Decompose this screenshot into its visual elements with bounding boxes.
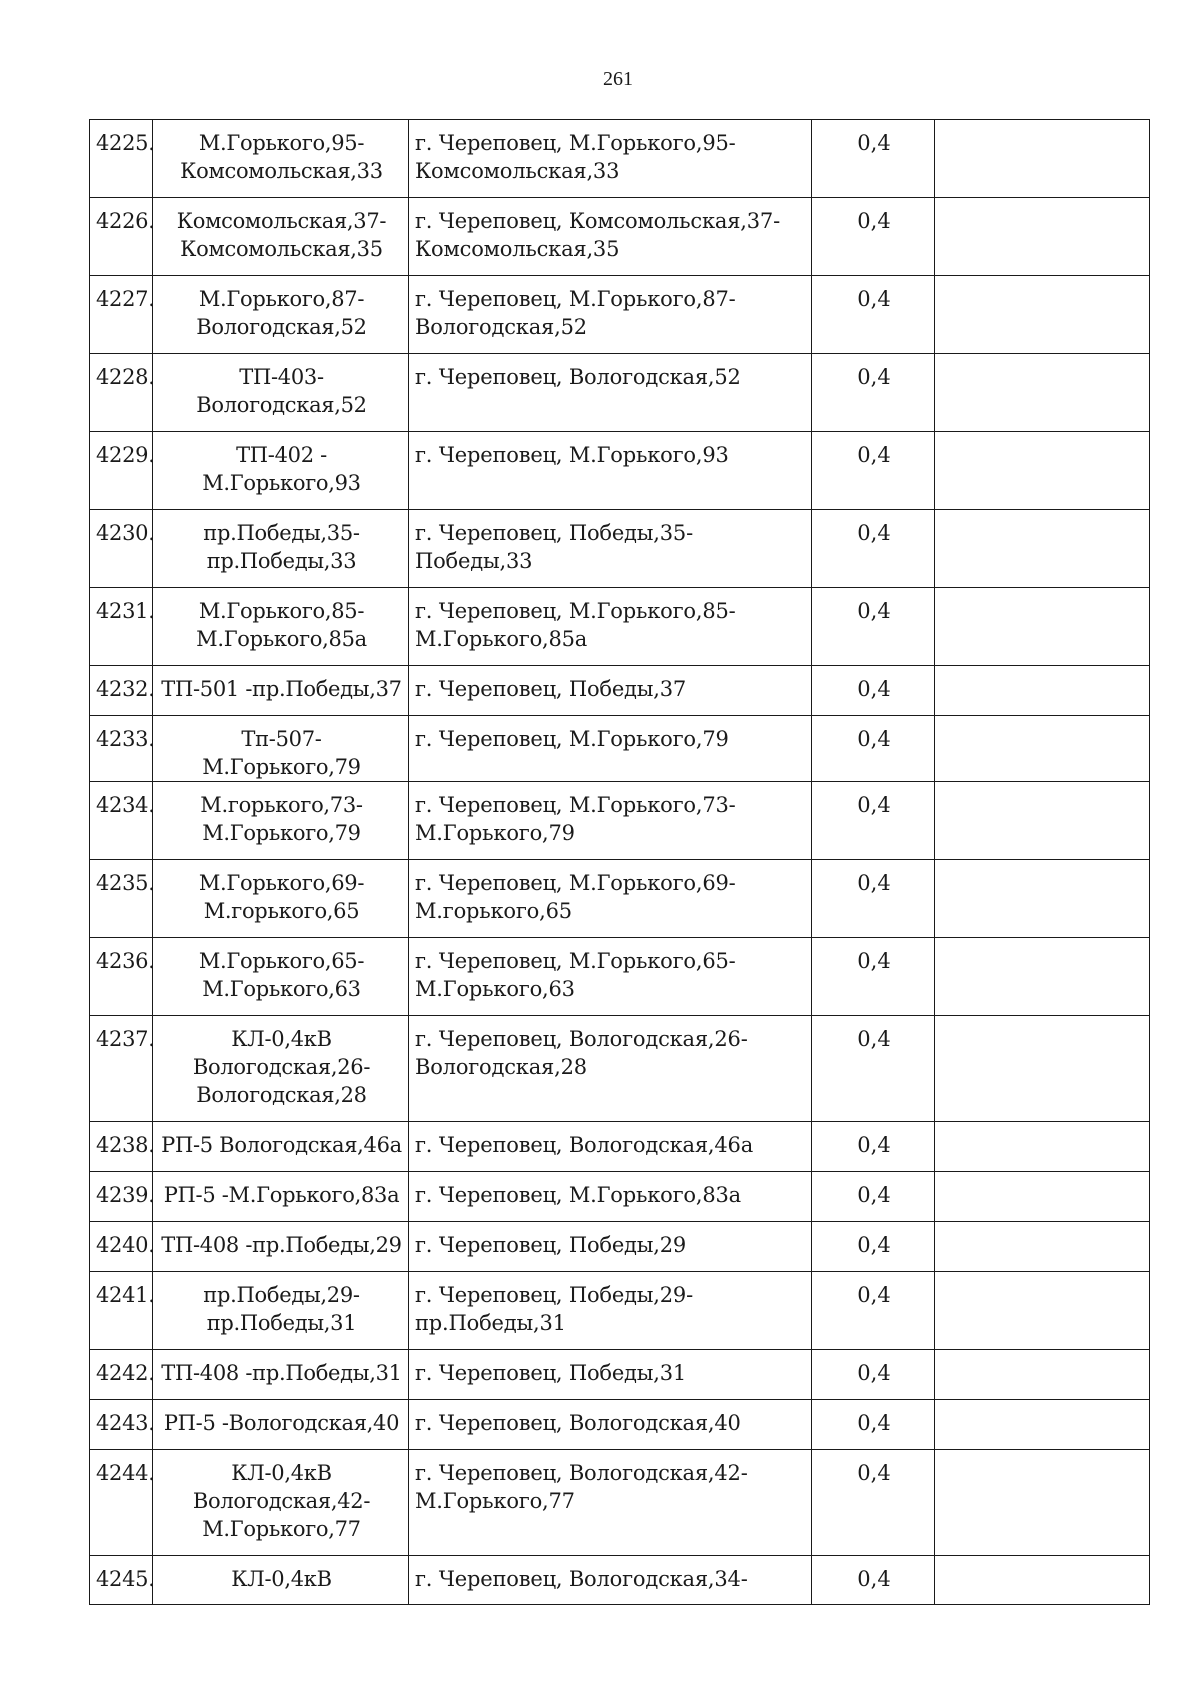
line-name-cell-line: ТП-408 -пр.Победы,29 [161,1233,402,1257]
address-cell-line: г. Череповец, Вологодская,52 [415,365,741,389]
address-cell [409,1016,812,1122]
line-name-cell-line: М.Горького,87- [198,287,365,311]
line-name-cell-line: ТП-408 -пр.Победы,31 [161,1361,402,1385]
address-cell [409,782,812,860]
address-cell [409,1172,812,1222]
line-name-cell-line: М.Горького,93 [202,471,361,495]
line-name-cell [153,1122,409,1172]
line-name-cell-line: пр.Победы,35- [203,521,360,545]
address-cell [409,1350,812,1400]
address-cell-line: М.Горького,63 [415,977,575,1001]
address-cell-line: г. Череповец, М.Горького,83а [415,1183,741,1207]
line-name-cell-line: М.Горького,69- [198,871,365,895]
address-cell [409,588,812,666]
address-cell [409,1450,812,1556]
address-cell-line: Комсомольская,35 [415,237,620,261]
line-name-cell [153,1400,409,1450]
line-name-cell-line: КЛ-0,4кВ [231,1461,332,1485]
voltage-cell: 0,4 [812,1172,935,1222]
voltage-cell: 0,4 [812,938,935,1016]
line-name-cell-line: М.Горького,65- [198,949,365,973]
table-row [90,1450,1150,1556]
row-number-cell: 4245. [90,1556,153,1605]
line-name-cell [153,716,409,782]
table-row [90,1122,1150,1172]
line-name-cell-line: Вологодская,42- [192,1489,371,1513]
address-cell-line: г. Череповец, Вологодская,26- [415,1027,748,1051]
line-name-cell-line: Комсомольская,33 [180,159,383,183]
line-name-cell-line: М.Горького,85а [196,627,367,651]
row-number-cell: 4239. [90,1172,153,1222]
voltage-cell: 0,4 [812,1556,935,1605]
voltage-cell: 0,4 [812,666,935,716]
line-name-cell [153,1272,409,1350]
line-name-cell [153,354,409,432]
line-name-cell-line: М.Горького,77 [202,1517,361,1541]
address-cell [409,432,812,510]
line-name-cell-line: М.горького,65 [203,899,360,923]
row-number-cell: 4225. [90,120,153,198]
address-cell [409,510,812,588]
extra-cell [935,354,1150,432]
extra-cell [935,432,1150,510]
line-name-cell-line: ТП-501 -пр.Победы,37 [161,677,402,701]
extra-cell [935,1350,1150,1400]
row-number-cell: 4234. [90,782,153,860]
address-cell-line: г. Череповец, М.Горького,95- [415,131,736,155]
line-name-cell-line: Вологодская,52 [196,315,367,339]
line-name-cell [153,860,409,938]
table-row [90,860,1150,938]
line-name-cell-line: пр.Победы,31 [206,1311,357,1335]
row-number-cell: 4227. [90,276,153,354]
address-cell-line: г. Череповец, М.Горького,93 [415,443,729,467]
address-cell-line: Вологодская,52 [415,315,587,339]
extra-cell [935,1122,1150,1172]
line-name-cell [153,1172,409,1222]
extra-cell [935,510,1150,588]
address-cell-line: г. Череповец, Победы,37 [415,677,687,701]
line-name-cell-line: ТП-403- [239,365,324,389]
address-cell [409,716,812,782]
row-number-cell: 4229. [90,432,153,510]
address-cell-line: г. Череповец, Вологодская,34- [415,1567,748,1591]
line-name-cell [153,510,409,588]
table-row [90,1400,1150,1450]
table-row [90,938,1150,1016]
voltage-cell: 0,4 [812,1122,935,1172]
table-body [90,120,1150,1605]
line-name-cell-line: пр.Победы,29- [203,1283,360,1307]
row-number-cell: 4238. [90,1122,153,1172]
table-row [90,198,1150,276]
line-name-cell-line: Тп-507- М.Горького,79 [202,727,361,779]
address-cell-line: г. Череповец, Победы,29- [415,1283,693,1307]
voltage-cell: 0,4 [812,120,935,198]
table-row [90,1556,1150,1605]
row-number-cell: 4233. [90,716,153,782]
extra-cell [935,782,1150,860]
line-name-cell-line: Комсомольская,37- [176,209,387,233]
line-name-cell-line: М.Горького,95- [198,131,365,155]
voltage-cell: 0,4 [812,1350,935,1400]
address-cell-line: М.Горького,77 [415,1489,575,1513]
voltage-cell: 0,4 [812,510,935,588]
table-row [90,1172,1150,1222]
line-name-cell [153,1016,409,1122]
voltage-cell: 0,4 [812,860,935,938]
line-name-cell [153,666,409,716]
line-name-cell-line: М.Горького,63 [202,977,361,1001]
line-name-cell-line: ТП-402 - [236,443,327,467]
line-name-cell-line: Комсомольская,35 [180,237,383,261]
address-cell [409,938,812,1016]
row-number-cell: 4235. [90,860,153,938]
row-number-cell: 4228. [90,354,153,432]
page-number: 261 [603,68,633,90]
extra-cell [935,1272,1150,1350]
address-cell [409,1222,812,1272]
row-number-cell: 4240. [90,1222,153,1272]
address-cell-line: г. Череповец, Победы,29 [415,1233,687,1257]
voltage-cell: 0,4 [812,1400,935,1450]
address-cell [409,1122,812,1172]
address-cell-line: г. Череповец, М.Горького,73- [415,793,736,817]
extra-cell [935,938,1150,1016]
address-cell [409,276,812,354]
row-number-cell: 4237. [90,1016,153,1122]
address-cell [409,666,812,716]
voltage-cell: 0,4 [812,782,935,860]
address-cell [409,1556,812,1605]
line-name-cell-line: М.горького,73- [200,793,363,817]
extra-cell [935,1400,1150,1450]
address-cell [409,354,812,432]
table-row [90,666,1150,716]
voltage-cell: 0,4 [812,1222,935,1272]
voltage-cell: 0,4 [812,198,935,276]
row-number-cell: 4230. [90,510,153,588]
row-number-cell: 4236. [90,938,153,1016]
line-name-cell [153,938,409,1016]
row-number-cell: 4241. [90,1272,153,1350]
line-name-cell-line: РП-5 -Вологодская,40 [163,1411,400,1435]
line-name-cell-line: Вологодская,28 [196,1083,367,1107]
row-number-cell: 4244. [90,1450,153,1556]
voltage-cell: 0,4 [812,432,935,510]
line-name-cell-line: Вологодская,52 [196,393,367,417]
line-name-cell-line: Вологодская,26- [192,1055,371,1079]
line-name-cell [153,120,409,198]
address-cell-line: г. Череповец, Вологодская,46а [415,1133,754,1157]
address-cell-line: г. Череповец, М.Горького,65- [415,949,736,973]
extra-cell [935,1450,1150,1556]
line-name-cell-line: пр.Победы,33 [206,549,357,573]
extra-cell [935,198,1150,276]
extra-cell [935,1556,1150,1605]
extra-cell [935,120,1150,198]
line-name-cell-line: РП-5 Вологодская,46а [161,1133,402,1157]
address-cell-line: М.Горького,85а [415,627,588,651]
line-name-cell [153,432,409,510]
extra-cell [935,666,1150,716]
line-name-cell [153,198,409,276]
extra-cell [935,588,1150,666]
row-number-cell: 4243. [90,1400,153,1450]
line-name-cell-line: М.Горького,85- [198,599,365,623]
line-name-cell [153,1450,409,1556]
table-row [90,120,1150,198]
table-row [90,354,1150,432]
extra-cell [935,1016,1150,1122]
line-name-cell-line: РП-5 -М.Горького,83а [163,1183,400,1207]
table-row [90,782,1150,860]
line-name-cell-line: М.Горького,79 [202,821,361,845]
row-number-cell: 4232. [90,666,153,716]
table-row [90,1016,1150,1122]
address-cell-line: г. Череповец, Вологодская,40 [415,1411,741,1435]
address-cell-line: Комсомольская,33 [415,159,620,183]
voltage-cell: 0,4 [812,588,935,666]
address-cell [409,198,812,276]
address-cell-line: г. Череповец, М.Горького,87- [415,287,736,311]
voltage-cell: 0,4 [812,716,935,782]
address-cell-line: М.горького,65 [415,899,572,923]
voltage-cell: 0,4 [812,1450,935,1556]
voltage-cell: 0,4 [812,276,935,354]
extra-cell [935,276,1150,354]
address-cell-line: пр.Победы,31 [415,1311,566,1335]
address-cell-line: г. Череповец, М.Горького,69- [415,871,736,895]
line-name-cell [153,782,409,860]
line-name-cell [153,1350,409,1400]
extra-cell [935,1222,1150,1272]
address-cell-line: г. Череповец, Вологодская,42- [415,1461,748,1485]
table-row [90,588,1150,666]
address-cell [409,1272,812,1350]
table-row [90,716,1150,782]
address-cell [409,860,812,938]
voltage-cell: 0,4 [812,354,935,432]
line-name-cell [153,1222,409,1272]
row-number-cell: 4242. [90,1350,153,1400]
address-cell-line: г. Череповец, М.Горького,79 [415,727,729,751]
line-name-cell [153,1556,409,1605]
address-cell-line: г. Череповец, Победы,35-Победы,33 [415,521,693,573]
row-number-cell: 4231. [90,588,153,666]
address-cell-line: М.Горького,79 [415,821,575,845]
address-cell-line: г. Череповец, Комсомольская,37- [415,209,780,233]
address-cell-line: Вологодская,28 [415,1055,587,1079]
table-row [90,1222,1150,1272]
extra-cell [935,716,1150,782]
data-table [89,119,1150,1605]
address-cell-line: г. Череповец, М.Горького,85- [415,599,736,623]
extra-cell [935,1172,1150,1222]
table-row [90,276,1150,354]
address-cell-line: г. Череповец, Победы,31 [415,1361,687,1385]
line-name-cell-line: КЛ-0,4кВ [231,1027,332,1051]
extra-cell [935,860,1150,938]
table-row [90,432,1150,510]
address-cell [409,1400,812,1450]
line-name-cell [153,588,409,666]
line-name-cell [153,276,409,354]
table-row [90,1272,1150,1350]
table-row [90,1350,1150,1400]
voltage-cell: 0,4 [812,1016,935,1122]
row-number-cell: 4226. [90,198,153,276]
table-row [90,510,1150,588]
line-name-cell-line: КЛ-0,4кВ [231,1567,332,1591]
address-cell [409,120,812,198]
voltage-cell: 0,4 [812,1272,935,1350]
